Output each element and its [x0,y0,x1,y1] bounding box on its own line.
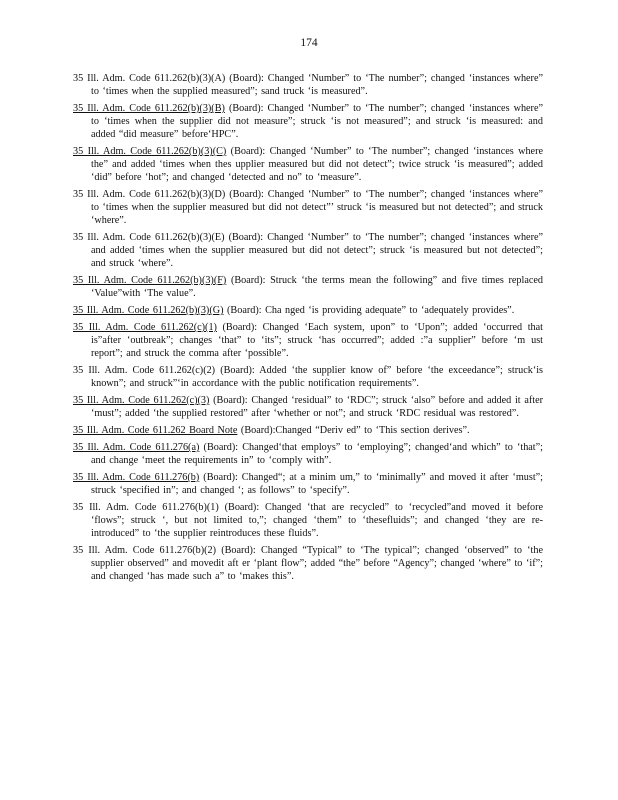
amendment-entry [73,364,543,390]
citation: 35 Ill. Adm. Code 611.262(b)(3)(A) [73,73,226,84]
amendment-text: (Board): Struck ‘the terms mean the following” and five times replaced ‘Value”with ‘The value”. [91,275,544,299]
amendment-text: (Board): Changed ‘residual” to ‘RDC”; struck ‘also” before and added it after ‘must”; added ‘the supplied restored” after ‘whether or not”; and struck ‘RDC residual was restored”. [91,395,543,419]
amendment-text: (Board): Changed ‘Number” to ‘The number”; changed ‘instances where the” and added ‘times when thes upplier measured but did not detect”; twice struck ‘is measured”; added ‘did” before ‘hot”; and changed ‘detected and no” to ‘measure”. [91,146,543,183]
amendment-list [73,72,543,587]
citation: 35 Ill. Adm. Code 611.262(c)(3) [73,395,210,406]
amendment-entry [73,424,543,437]
citation: 35 Ill. Adm. Code 611.262(b)(3)(E) [73,232,225,243]
amendment-entry [73,441,543,467]
amendment-entry [73,274,543,300]
page-number: 174 [300,37,318,49]
amendment-text: (Board): Changed ‘Number” to ‘The number”; changed ‘instances where” to ‘times when the supplier measured but did not detect”’ struck ‘is measured but not detected”; and struck ‘where”. [91,189,543,226]
amendment-text: (Board): Cha nged ‘is providing adequate” to ‘adequately provides”. [227,305,515,316]
amendment-text: (Board): Changed ‘Number” to ‘The number”; changed ‘instances where” and added ‘times when the supplier measured but did not detect”; struck ‘is measured but not detected”; and struck ‘where”. [91,232,544,269]
citation: 35 Ill. Adm. Code 611.262 Board Note [73,425,238,436]
citation: 35 Ill. Adm. Code 611.276(b)(2) [73,545,217,556]
citation: 35 Ill. Adm. Code 611.276(a) [73,442,200,453]
citation: 35 Ill. Adm. Code 611.276(b) [73,472,200,483]
citation: 35 Ill. Adm. Code 611.262(b)(3)(C) [73,146,227,157]
amendment-entry [73,72,543,98]
amendment-entry [73,394,543,420]
amendment-entry [73,102,543,141]
amendment-text: (Board): Changed “Typical” to ‘The typical”; changed ‘observed” to ‘the supplier observed” and movedit aft er ‘plant flow”; added “the” before “Agency”; changed ‘where” to ‘if”; and changed ‘has made such a” to ‘makes this”. [91,545,543,582]
amendment-entry [73,501,543,540]
citation: 35 Ill. Adm. Code 611.262(c)(1) [73,322,217,333]
amendment-text: (Board): Changed ‘Each system, upon” to ‘Upon”; added ‘occurred that is”after ‘outbreak”; changes ‘that” to ‘its”; struck ‘has occurred”; added :”a supplier” before ‘m ust report”; and struck the comma after ‘possible”. [91,322,543,359]
amendment-text: (Board): Changed“; at a minim um,” to ‘minimally” and moved it after ‘must”; struck ‘specified in”; and changed ‘; as follows” to ‘specify”. [91,472,544,496]
amendment-text: (Board):Changed “Deriv ed” to ‘This section derives”. [240,425,470,436]
amendment-text: (Board): Changed ‘Number” to ‘The number”; changed ‘instances where” to ‘times when the supplier did not measure”; struck ‘is not measured”; and struck ‘is measured: and added “did measure” before‘HPC”. [91,103,543,140]
amendment-entry [73,145,543,184]
citation: 35 Ill. Adm. Code 611.262(c)(2) [73,365,216,376]
amendment-entry [73,188,543,227]
amendment-entry [73,231,543,270]
amendment-entry [73,304,543,317]
amendment-entry [73,321,543,360]
citation: 35 Ill. Adm. Code 611.262(b)(3)(D) [73,189,226,200]
citation: 35 Ill. Adm. Code 611.262(b)(3)(G) [73,305,224,316]
amendment-entry [73,544,543,583]
amendment-entry [73,471,543,497]
citation: 35 Ill. Adm. Code 611.262(b)(3)(F) [73,275,227,286]
amendment-text: (Board): Added ‘the supplier know of” before ‘the exceedance”; struck‘is known”; and struck”‘in accordance with the public notification requirements”. [91,365,544,389]
citation: 35 Ill. Adm. Code 611.262(b)(3)(B) [73,103,225,114]
amendment-text: (Board): Changed ‘Number” to ‘The number”; changed ‘instances where” to ‘times when the supplied measured”; sand truck ‘is measured”. [91,73,543,97]
amendment-text: (Board): Changed‘that employs” to ‘employing”; changed‘and which” to ‘that”; and change ‘meet the requirements in” to ‘comply with”. [91,442,543,466]
citation: 35 Ill. Adm. Code 611.276(b)(1) [73,502,219,513]
amendment-text: (Board): Changed ‘that are recycled” to ‘recycled”and moved it before ‘flows”; struck ‘, but not limited to,”; changed ‘them” to ‘thesefluids”; and changed ‘they are re-introduced” to ‘the supplier reintroduces these fluids”. [91,502,544,539]
